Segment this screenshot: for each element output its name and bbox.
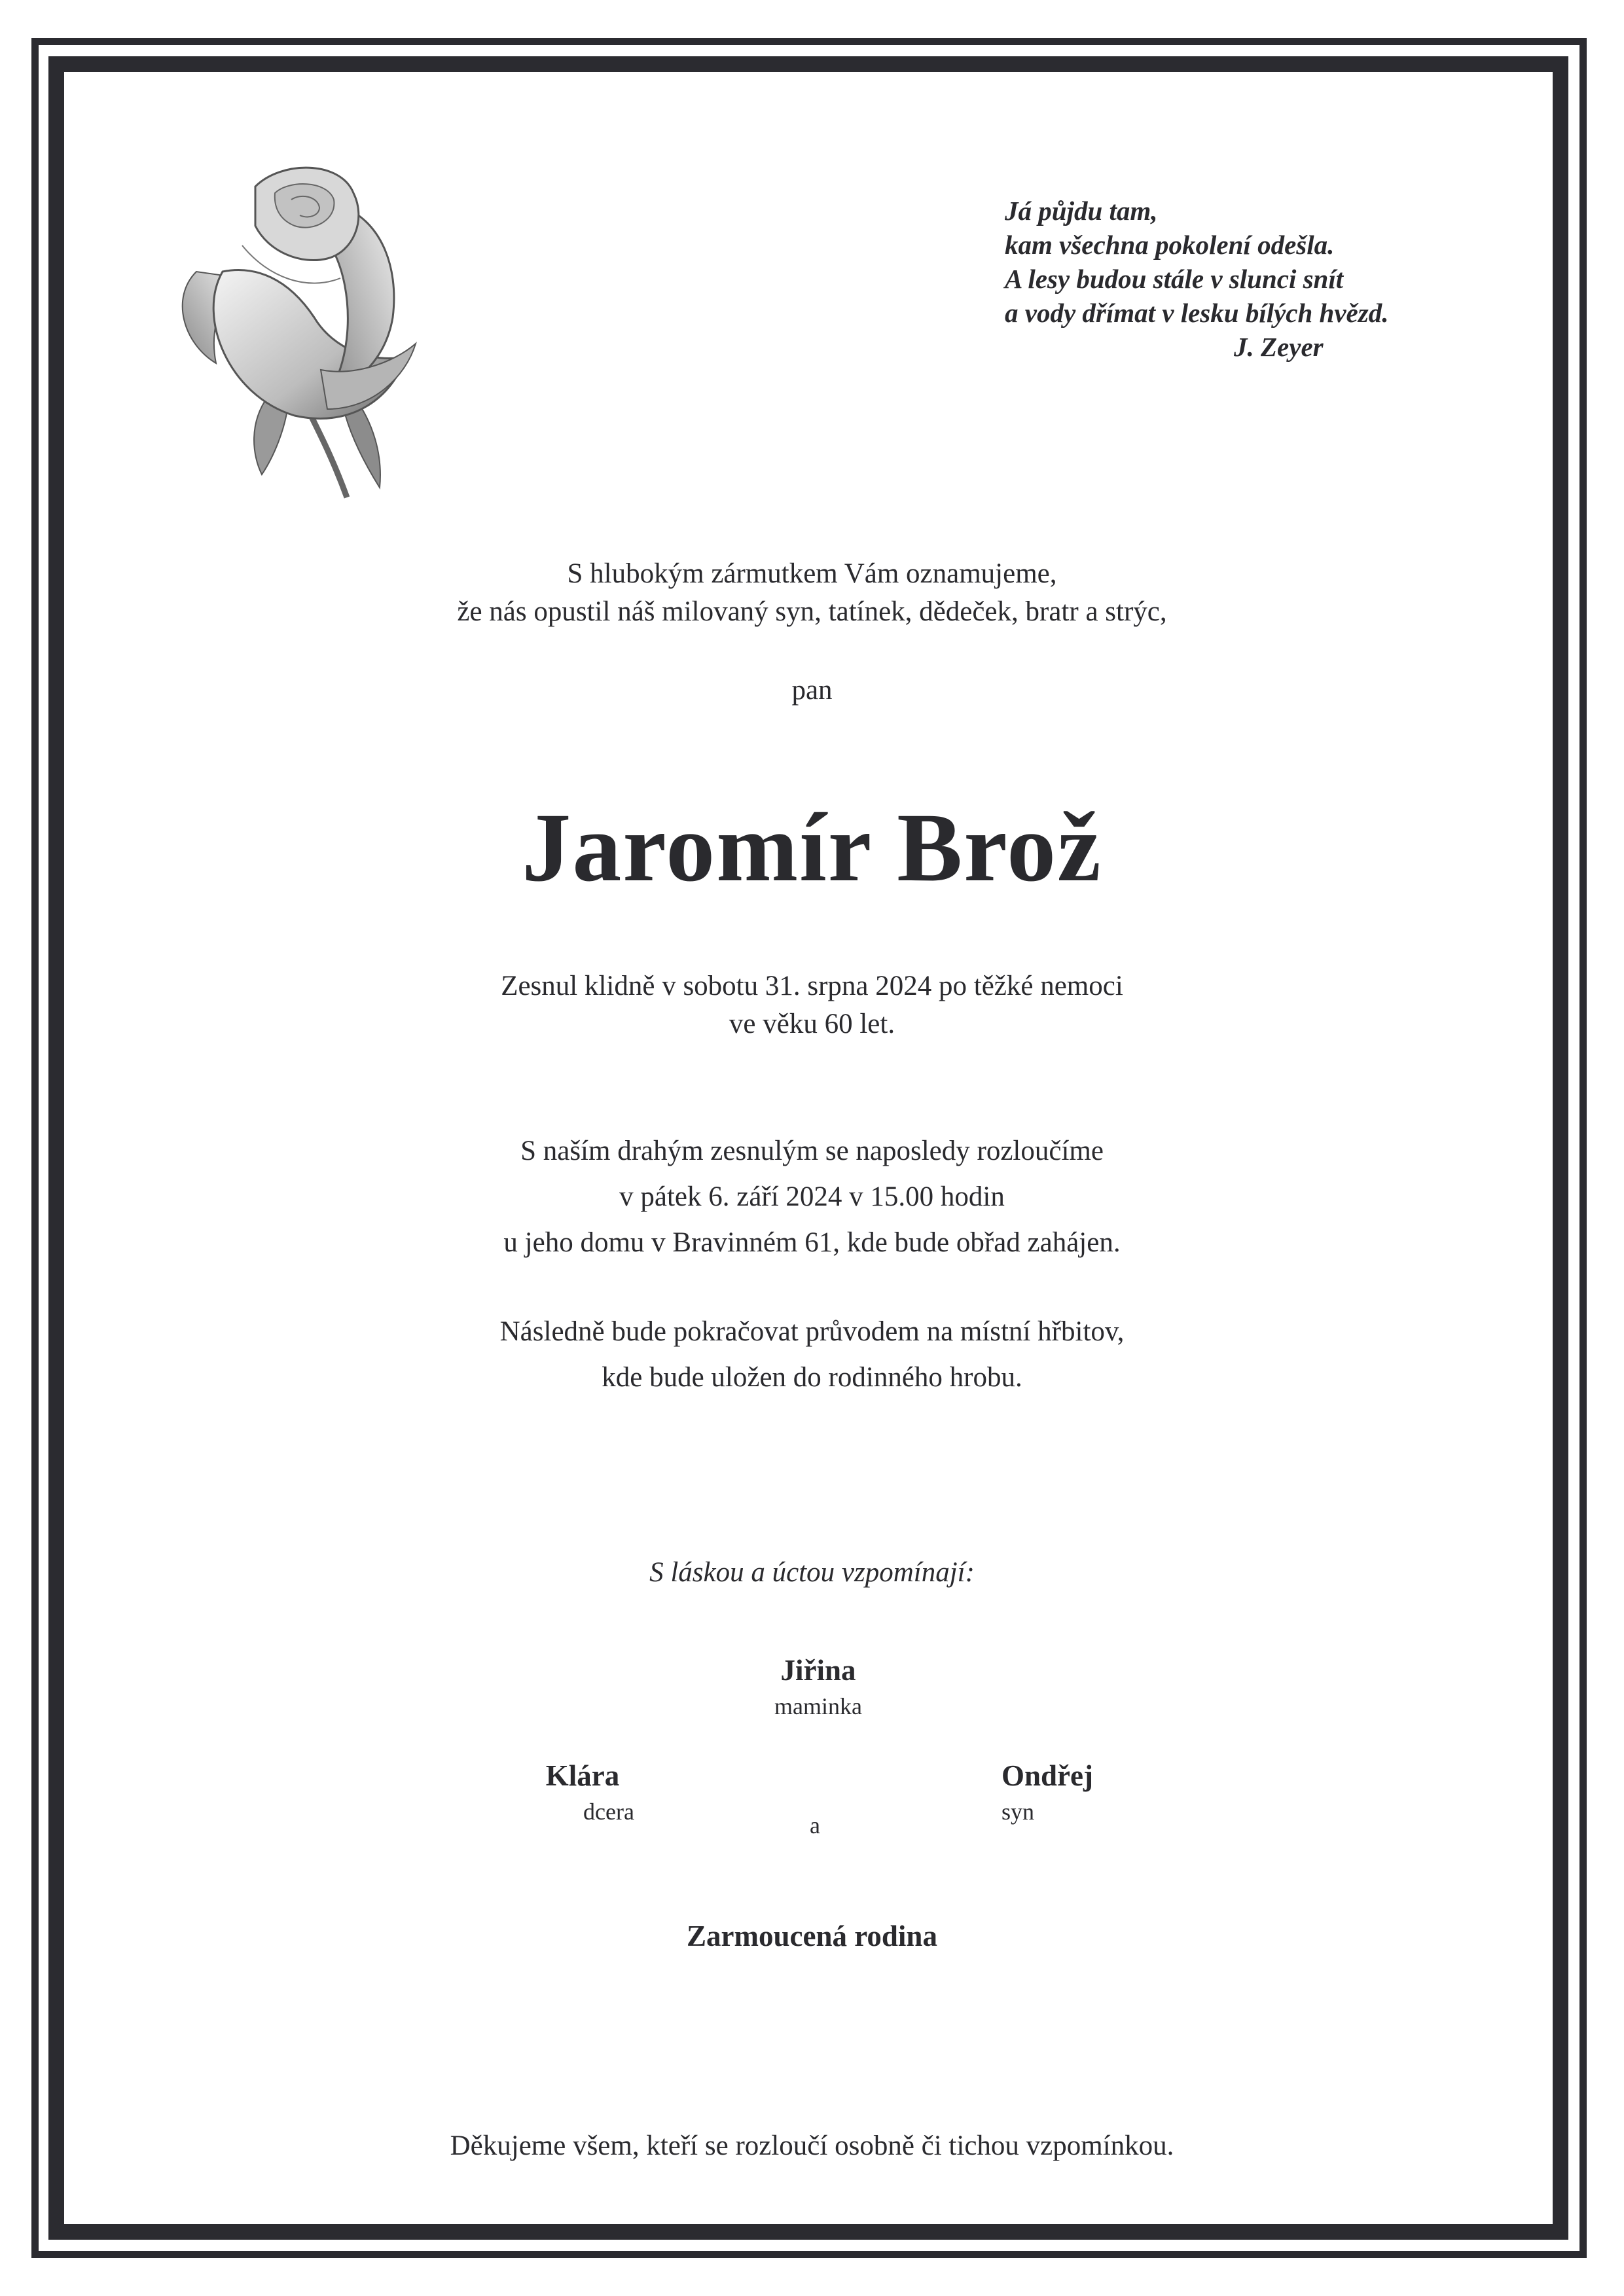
deceased-name: Jaromír Brož xyxy=(522,793,1102,902)
conjunction: a xyxy=(810,1812,820,1839)
mourner-mother xyxy=(713,1651,923,1723)
quote-line: A lesy budou stále v slunci snít xyxy=(1005,264,1344,294)
procession-details xyxy=(0,1309,1624,1401)
mourner-name: Ondřej xyxy=(1001,1759,1093,1792)
farewell-line: S naším drahým zesnulým se naposledy rozloučíme xyxy=(520,1136,1104,1166)
family-signature: Zarmoucená rodina xyxy=(687,1920,937,1952)
mourner-role: syn xyxy=(1001,1799,1035,1825)
poem-quote xyxy=(1005,194,1528,364)
procession-line: kde bude uložen do rodinného hrobu. xyxy=(602,1362,1022,1393)
farewell-line: u jeho domu v Bravinném 61, kde bude obřad zahájen. xyxy=(503,1227,1121,1258)
farewell-line: v pátek 6. září 2024 v 15.00 hodin xyxy=(619,1181,1005,1212)
quote-line: Já půjdu tam, xyxy=(1005,196,1158,226)
death-line: ve věku 60 let. xyxy=(729,1009,895,1039)
mourner-daughter xyxy=(484,1756,681,1828)
mourner-name: Jiřina xyxy=(780,1654,856,1687)
death-line: Zesnul klidně v sobotu 31. srpna 2024 po těžké nemoci xyxy=(501,971,1123,1001)
farewell-details xyxy=(0,1128,1624,1266)
rose-illustration xyxy=(157,147,452,501)
announcement-line: že nás opustil náš milovaný syn, tatínek, dědeček, bratr a strýc, xyxy=(457,596,1167,627)
title-pan: pan xyxy=(791,675,833,706)
announcement-line: S hlubokým zármutkem Vám oznamujeme, xyxy=(567,558,1057,589)
mourner-son xyxy=(982,1756,1198,1828)
mourner-name: Klára xyxy=(545,1759,620,1792)
mourner-role: dcera xyxy=(583,1799,634,1825)
thanks-note: Děkujeme všem, kteří se rozloučí osobně či tichou vzpomínkou. xyxy=(450,2130,1174,2161)
death-details xyxy=(0,967,1624,1043)
quote-line: kam všechna pokolení odešla. xyxy=(1005,230,1335,260)
mourner-role: maminka xyxy=(774,1693,862,1719)
mourners-intro: S láskou a úctou vzpomínají: xyxy=(649,1557,975,1588)
quote-author: J. Zeyer xyxy=(1234,332,1324,362)
quote-line: a vody dřímat v lesku bílých hvězd. xyxy=(1005,298,1389,328)
procession-line: Následně bude pokračovat průvodem na místní hřbitov, xyxy=(499,1316,1125,1347)
announcement-text xyxy=(0,555,1624,631)
